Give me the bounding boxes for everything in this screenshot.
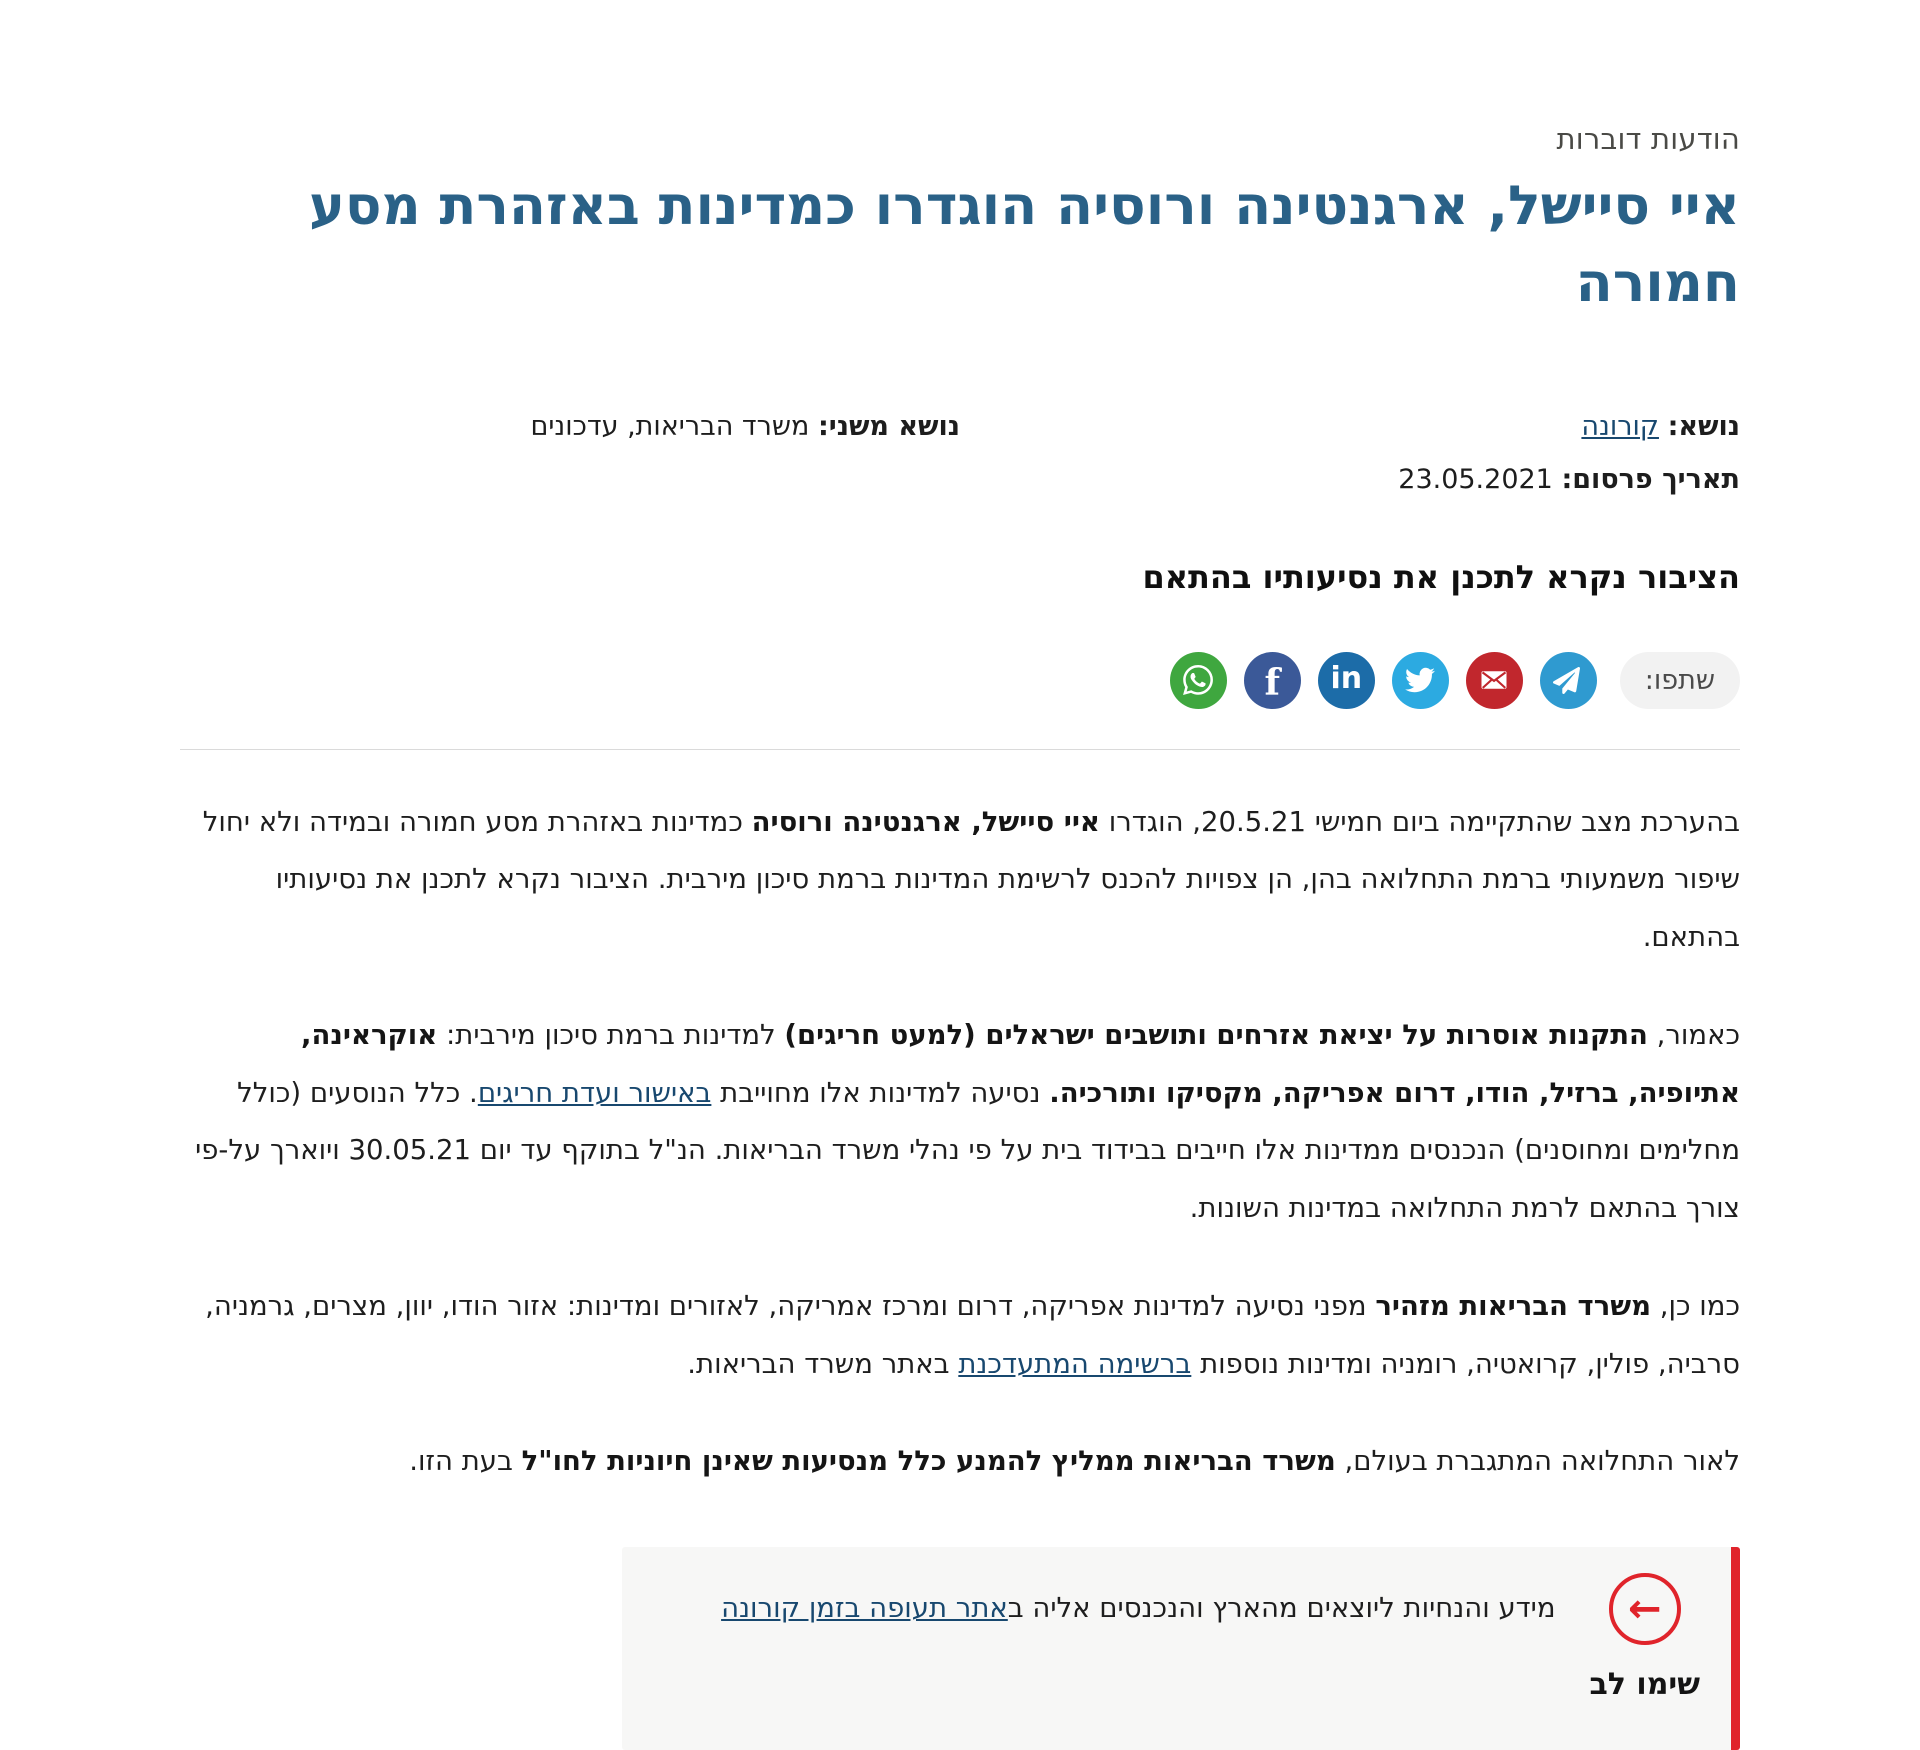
inline-link[interactable]: אתר תעופה בזמן קורונה [721,1592,1008,1625]
meta-block [180,409,1740,497]
linkedin-icon[interactable]: in [1318,652,1375,709]
kicker: הודעות דוברות [1556,122,1740,156]
inline-link[interactable]: באישור ועדת חריגים [477,1076,712,1109]
text-run: כמו כן, [1651,1289,1740,1322]
paragraph [180,1007,1740,1238]
whatsapp-icon[interactable] [1170,652,1227,709]
share-row [180,652,1740,709]
text-run: כמדינות באזהרת מסע חמורה ובמידה ולא יחול שיפור משמעותי ברמת התחלואה בהן, הן צפויות להכנס לרשימת המדינות ברמת סיכון מירבית. הציבור נקרא לתכנן את נסיעותיו בהתאם. [202,805,1740,954]
facebook-icon[interactable]: f [1244,652,1301,709]
inline-link[interactable]: ברשימה המתעדכנת [958,1347,1192,1380]
text-run: למדינות ברמת סיכון מירבית: [437,1018,785,1051]
paragraph [180,1433,1740,1491]
paragraph [180,794,1740,967]
secondary-topic-label: נושא משני: [817,411,960,443]
bold-text: משרד הבריאות מזהיר [1375,1289,1652,1322]
twitter-icon[interactable] [1392,652,1449,709]
meta-secondary [180,409,960,444]
topic-link[interactable]: קורונה [1581,411,1659,443]
text-run: לאור התחלואה המתגברת בעולם, [1335,1445,1740,1478]
notice-heading: שימו לב [1589,1667,1700,1703]
notice-side [1590,1571,1700,1702]
text-run: באתר משרד הבריאות. [687,1347,959,1380]
share-icons [1170,652,1597,709]
meta-date [960,462,1740,497]
bold-text: איי סיישל, ארגנטינה ורוסיה [751,805,1100,838]
share-label-pill: שתפו: [1620,652,1740,709]
text-run: מפני נסיעה למדינות אפריקה, דרום ומרכז אמריקה, לאזורים ומדינות: אזור הודו, יוון, מצרים, גרמניה, סרביה, פולין, קרואטיה, רומניה ומדינות נוספות [205,1289,1740,1380]
secondary-topic-value: משרד הבריאות, עדכונים [530,411,810,443]
text-run: . כלל הנוסעים (כולל מחלימים ומחוסנים) הנכנסים ממדינות אלו חייבים בבידוד בית על פי נהלי משרד הבריאות. הנ"ל בתוקף עד יום 30.05.21 ויוארך על-פי צורך בהתאם לרמת התחלואה במדינות השונות. [195,1076,1740,1225]
sub-headline: הציבור נקרא לתכנן את נסיעותיו בהתאם [1142,557,1740,596]
bold-text: משרד הבריאות ממליץ להמנע כלל מנסיעות שאינן חיוניות לחו"ל [521,1445,1336,1478]
article-body [180,750,1740,1492]
publish-date-label: תאריך פרסום: [1561,464,1740,496]
text-run: בעת הזו. [409,1445,522,1478]
telegram-icon[interactable] [1540,652,1597,709]
text-run: מידע והנחיות ליוצאים מהארץ והנכנסים אליה ב [1007,1592,1556,1625]
notice-box [622,1547,1740,1750]
publish-date-value: 23.05.2021 [1398,464,1553,496]
notice-text [668,1571,1556,1630]
text-run: בהערכת מצב שהתקיימה ביום חמישי 20.5.21, הוגדרו [1099,805,1740,838]
meta-topic [960,409,1740,444]
email-icon[interactable] [1466,652,1523,709]
text-run: נסיעה למדינות אלו מחוייבת [711,1076,1050,1109]
arrow-left-circle-icon: ← [1609,1573,1681,1645]
text-run: כאמור, [1647,1018,1740,1051]
bold-text: התקנות אוסרות על יציאת אזרחים ותושבים ישראלים (למעט חריגים) [784,1018,1648,1051]
bold-text: אוקראינה, אתיופיה, ברזיל, הודו, דרום אפריקה, מקסיקו ותורכיה. [301,1018,1740,1109]
page-title: איי סיישל, ארגנטינה ורוסיה הוגדרו כמדינות באזהרת מסע חמורה [308,174,1740,314]
paragraph [180,1278,1740,1394]
notice-accent-bar [1731,1547,1740,1750]
announcement-page [180,0,1740,1750]
topic-label: נושא: [1667,411,1740,443]
